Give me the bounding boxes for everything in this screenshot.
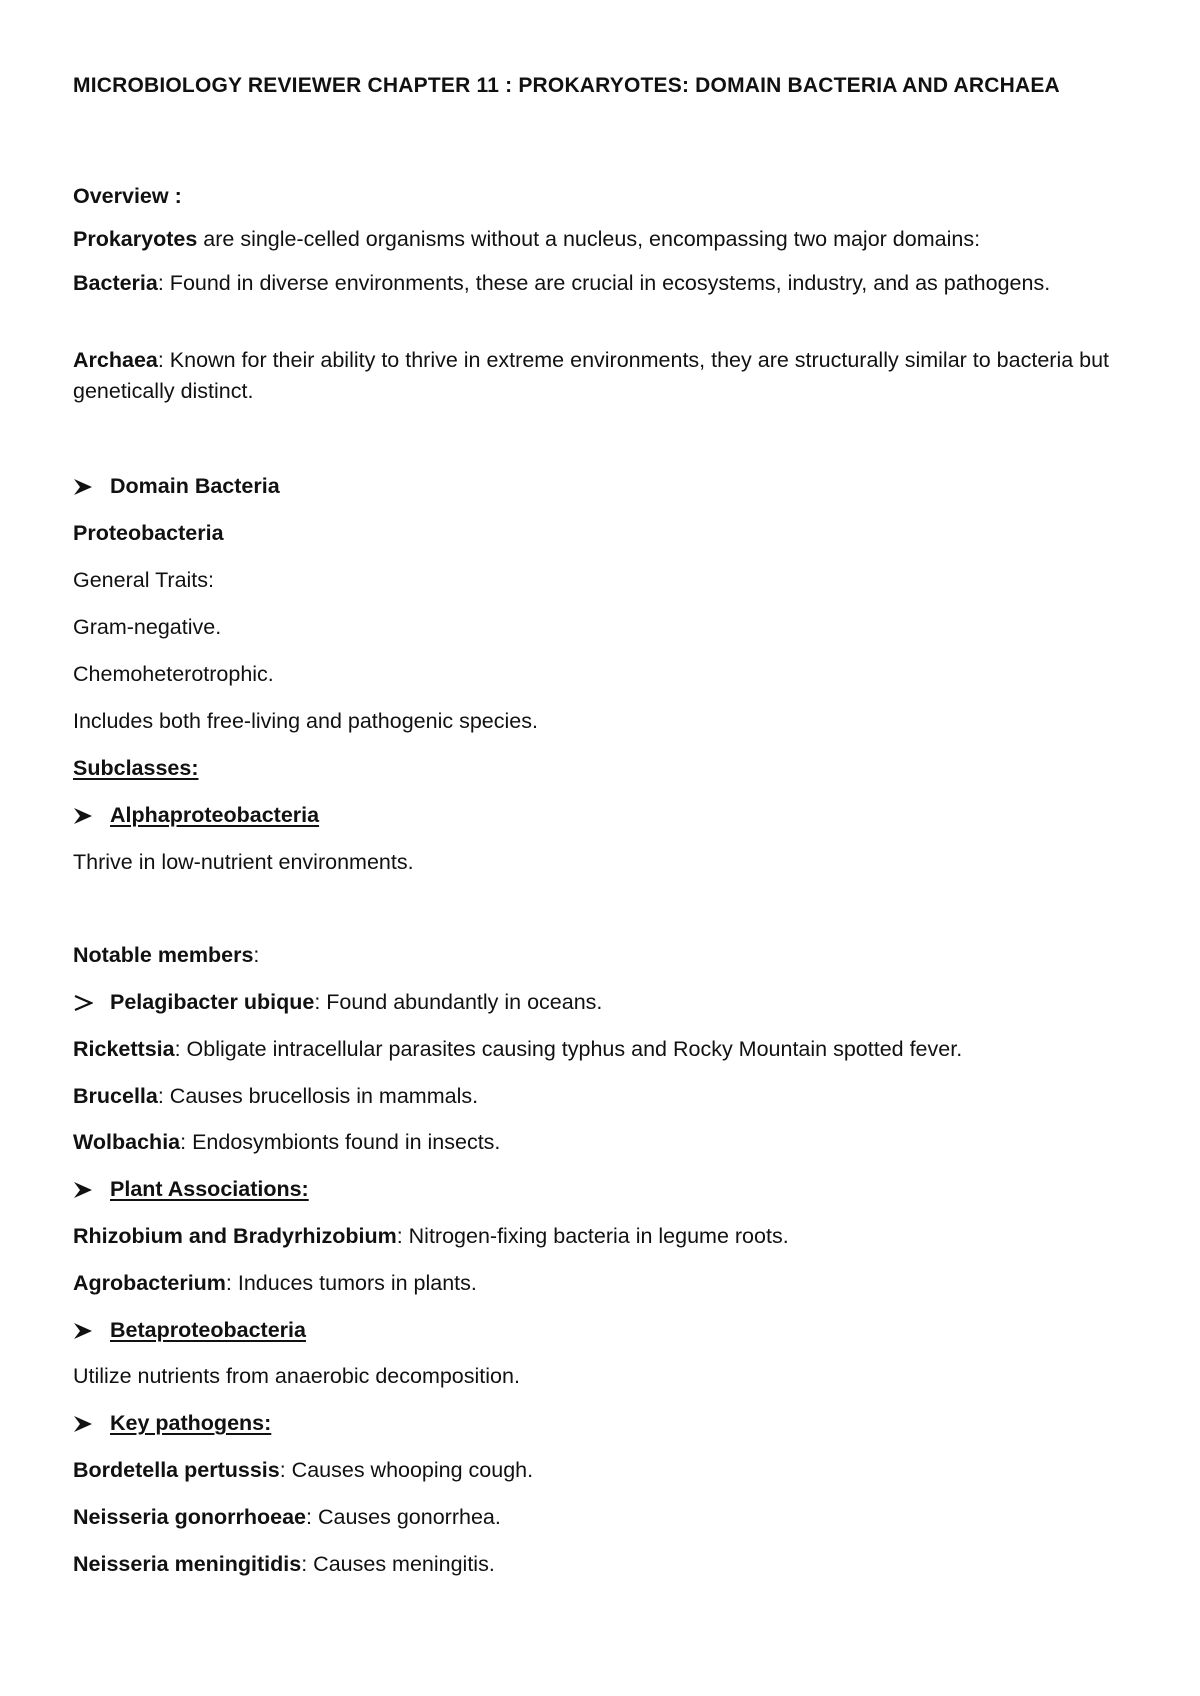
archaea-paragraph (73, 345, 1134, 407)
prokaryotes-paragraph (73, 224, 1134, 255)
betaproteobacteria-heading: Betaproteobacteria (73, 1315, 306, 1346)
plant-associations-heading: Plant Associations: (73, 1174, 309, 1205)
member-item: Brucella: Causes brucellosis in mammals. (73, 1084, 479, 1108)
arrow-bullet-icon (73, 1408, 110, 1433)
pathogen-item: Bordetella pertussis: Causes whooping cough. (73, 1458, 534, 1482)
trait-item: Chemoheterotrophic. (73, 662, 274, 686)
member-item: Rickettsia: Obligate intracellular parasites causing typhus and Rocky Mountain spotted fever. (73, 1037, 963, 1061)
member-item: Pelagibacter ubique: Found abundantly in oceans. (73, 987, 602, 1018)
arrow-bullet-icon (73, 1315, 110, 1340)
arrow-bullet-icon (73, 800, 110, 825)
domain-bacteria-heading: Domain Bacteria (73, 471, 280, 502)
subclasses-label: Subclasses: (73, 756, 199, 780)
member-item: Wolbachia: Endosymbionts found in insects. (73, 1130, 501, 1154)
overview-heading: Overview : (73, 184, 182, 208)
bacteria-paragraph (73, 268, 1134, 299)
prokaryotes-text: are single-celled organisms without a nucleus, encompassing two major domains: (197, 227, 981, 251)
document-title: MICROBIOLOGY REVIEWER CHAPTER 11 : PROKARYOTES: DOMAIN BACTERIA AND ARCHAEA (73, 74, 1060, 97)
pathogen-item: Neisseria gonorrhoeae: Causes gonorrhea. (73, 1505, 501, 1529)
bacteria-term: Bacteria (73, 271, 158, 295)
pathogen-item: Neisseria meningitidis: Causes meningitis. (73, 1552, 495, 1576)
plant-item: Agrobacterium: Induces tumors in plants. (73, 1271, 477, 1295)
arrow-outline-bullet-icon (73, 987, 110, 1012)
archaea-term: Archaea (73, 348, 158, 372)
alphaproteobacteria-heading: Alphaproteobacteria (73, 800, 319, 831)
trait-item: Includes both free-living and pathogenic species. (73, 709, 538, 733)
general-traits-label: General Traits: (73, 568, 214, 592)
arrow-bullet-icon (73, 1174, 110, 1199)
bacteria-text: : Found in diverse environments, these are crucial in ecosystems, industry, and as pathogens. (157, 271, 1051, 295)
notable-members-label: Notable members: (73, 943, 260, 967)
alpha-description: Thrive in low-nutrient environments. (73, 850, 414, 874)
arrow-bullet-icon (73, 471, 110, 496)
plant-item: Rhizobium and Bradyrhizobium: Nitrogen-fixing bacteria in legume roots. (73, 1224, 789, 1248)
beta-description: Utilize nutrients from anaerobic decomposition. (73, 1364, 520, 1388)
proteobacteria-heading: Proteobacteria (73, 521, 224, 545)
trait-item: Gram-negative. (73, 615, 222, 639)
prokaryotes-term: Prokaryotes (73, 227, 198, 251)
key-pathogens-heading: Key pathogens: (73, 1408, 271, 1439)
archaea-text: : Known for their ability to thrive in extreme environments, they are structurally similar to bacteria but genetically distinct. (73, 348, 1110, 403)
